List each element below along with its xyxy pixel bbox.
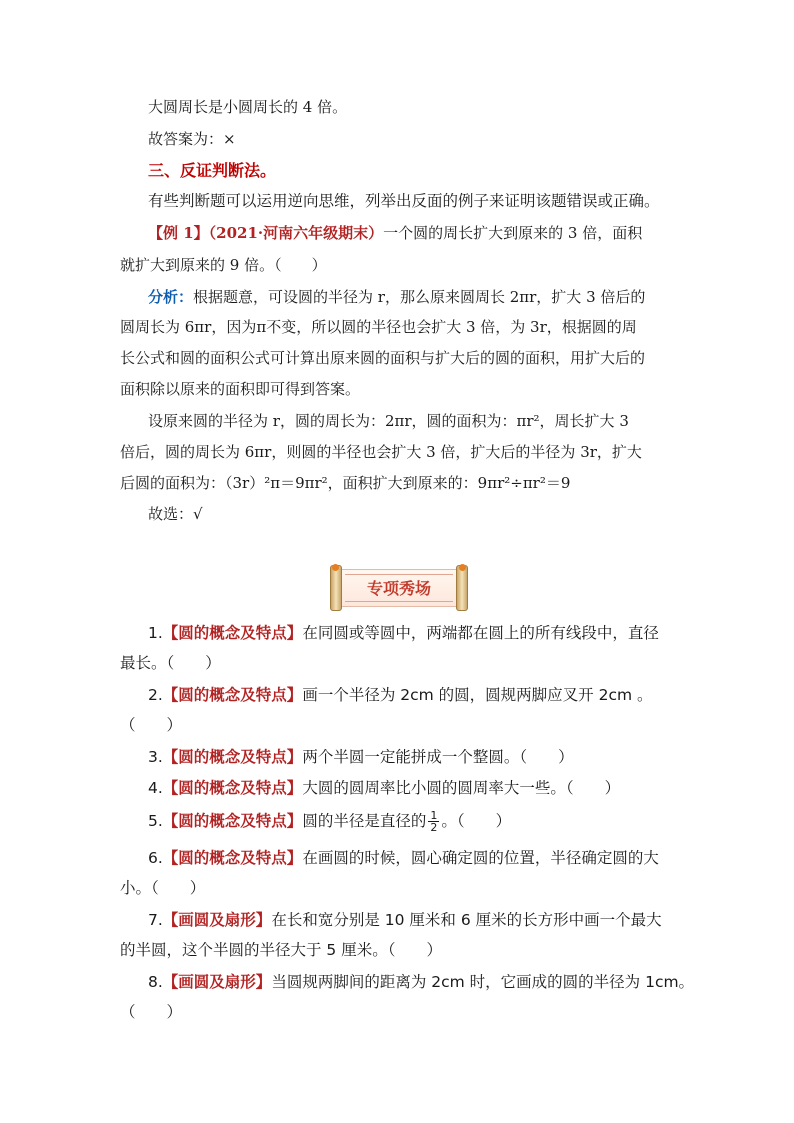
question-number: 4. [148,779,163,797]
analysis-label: 分析： [148,288,194,306]
question-number: 7. [148,911,163,929]
question-text: 画一个半径为 2cm 的圆，圆规两脚应叉开 2cm 。 [302,686,653,704]
question-number: 1. [148,624,163,642]
section-heading: 三、反证判断法。 [148,161,277,180]
topic-tag: 【圆的概念及特点】 [162,686,303,704]
question-number: 6. [148,849,163,867]
question-text: 圆的半径是直径的 [302,812,427,830]
question-2-cont: （ ） [120,716,183,734]
analysis-line-2: 圆周长为 6πr，因为π不变，所以圆的半径也会扩大 3 倍，为 3r，根据圆的周 [120,318,637,336]
question-number: 2. [148,686,163,704]
question-text: 当圆规两脚间的距离为 2cm 时，它画成的圆的半径为 1cm。 [271,973,695,991]
topic-tag: 【画圆及扇形】 [162,973,272,991]
question-6-cont: 小。（ ） [120,879,206,897]
example-question: 一个圆的周长扩大到原来的 3 倍，面积 [383,224,643,242]
question-8 [148,971,694,993]
answer-choice: 故选：√ [148,505,203,523]
text-line: 大圆周长是小圆周长的 4 倍。 [148,98,348,116]
question-number: 5. [148,812,163,830]
question-7 [148,909,662,931]
question-4 [148,777,620,799]
fraction-denominator: 2 [430,821,438,834]
question-text-end: 。（ ） [441,812,512,830]
question-3 [148,746,574,768]
scroll-knob-icon [332,564,339,571]
example-tag: 【例 1】 [148,224,209,242]
analysis-line-4: 面积除以原来的面积即可得到答案。 [120,380,361,398]
topic-tag: 【画圆及扇形】 [162,911,272,929]
question-6 [148,847,659,869]
example-line [148,222,642,244]
topic-tag: 【圆的概念及特点】 [162,748,303,766]
fraction [428,810,439,833]
analysis-text: 根据题意，可设圆的半径为 r，那么原来圆周长 2πr，扩大 3 倍后的 [193,288,646,306]
example-source: （2021·河南六年级期末） [208,224,384,242]
question-7-cont: 的半圆，这个半圆的半径大于 5 厘米。（ ） [120,941,442,959]
question-text: 大圆的圆周率比小圆的圆周率大一些。（ ） [302,779,621,797]
solution-line-1: 设原来圆的半径为 r，圆的周长为：2πr，圆的面积为：πr²，周长扩大 3 [148,412,629,430]
question-text: 在长和宽分别是 10 厘米和 6 厘米的长方形中画一个最大 [271,911,662,929]
question-number: 3. [148,748,163,766]
topic-tag: 【圆的概念及特点】 [162,849,303,867]
question-1-cont: 最长。（ ） [120,654,221,672]
question-text: 两个半圆一定能拼成一个整圆。（ ） [302,748,574,766]
question-text: 在同圆或等圆中，两端都在圆上的所有线段中，直径 [302,624,659,642]
topic-tag: 【圆的概念及特点】 [162,779,303,797]
question-2 [148,684,653,706]
intro-line: 有些判断题可以运用逆向思维，列举出反面的例子来证明该题错误或正确。 [148,192,660,210]
section-banner [330,563,468,611]
solution-line-3: 后圆的面积为：（3r）²π＝9πr²，面积扩大到原来的：9πr²÷πr²＝9 [120,474,571,492]
scroll-knob-icon [459,564,466,571]
solution-line-2: 倍后，圆的周长为 6πr，则圆的半径也会扩大 3 倍，扩大后的半径为 3r，扩大 [120,443,642,461]
question-8-cont: （ ） [120,1003,183,1021]
analysis-line-1 [148,286,645,308]
topic-tag: 【圆的概念及特点】 [162,624,303,642]
question-text: 在画圆的时候，圆心确定圆的位置，半径确定圆的大 [302,849,659,867]
topic-tag: 【圆的概念及特点】 [162,812,303,830]
question-number: 8. [148,973,163,991]
example-line-2: 就扩大到原来的 9 倍。（ ） [120,256,327,274]
question-1 [148,622,659,644]
fraction-numerator: 1 [430,809,438,822]
analysis-line-3: 长公式和圆的面积公式可计算出原来圆的面积与扩大后的圆的面积，用扩大后的 [120,349,646,367]
question-5 [148,810,511,833]
banner-title: 专项秀场 [366,579,431,598]
answer-line: 故答案为：× [148,130,236,148]
